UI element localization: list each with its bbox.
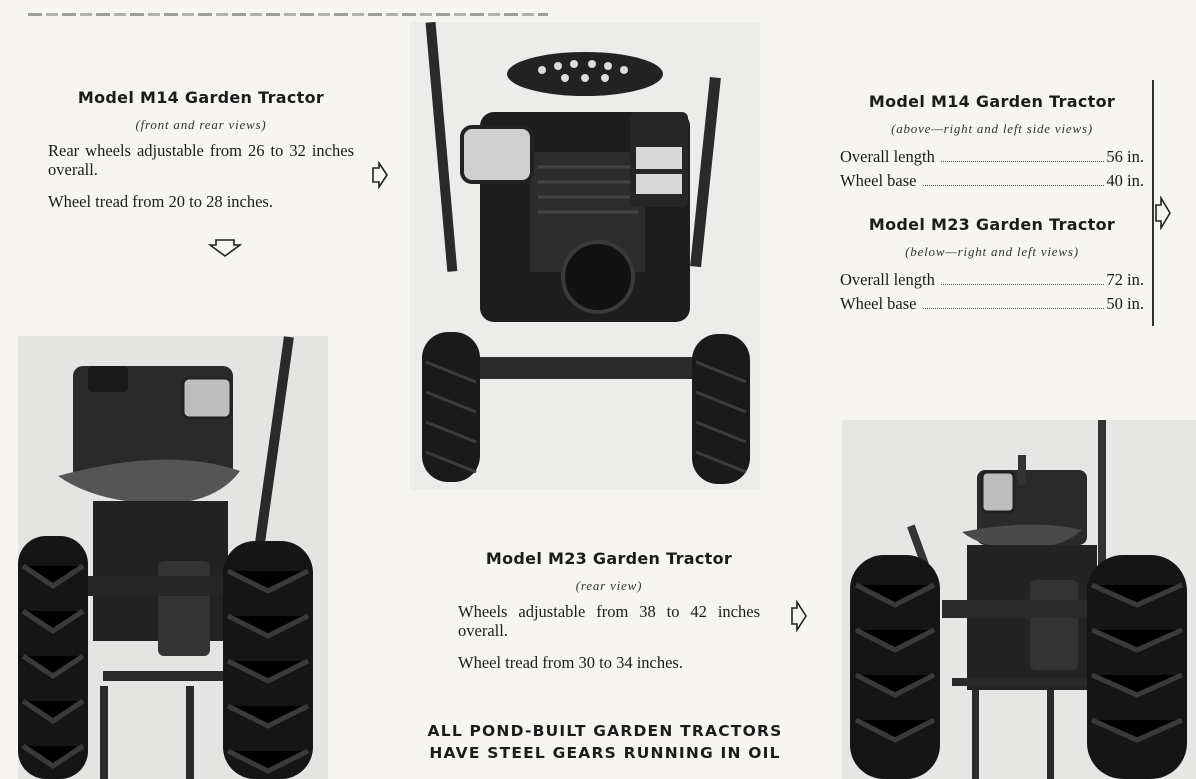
spec-label: Wheel base [840, 294, 917, 313]
leader-dots [923, 184, 1105, 186]
arrow-right-icon [371, 161, 389, 189]
photo-m23-rear-view [842, 420, 1196, 779]
spec-label: Overall length [840, 147, 935, 166]
slogan-line: ALL POND-BUILT GARDEN TRACTORS [427, 722, 783, 740]
spec-row [840, 169, 1144, 193]
caption-subtitle: (above—right and left side views) [891, 121, 1093, 136]
top-edge-marks [28, 13, 548, 16]
spec-label: Wheel base [840, 171, 917, 190]
caption-subtitle: (rear view) [575, 578, 643, 593]
m14-side-caption [840, 92, 1144, 316]
caption-subtitle: (below—right and left views) [905, 244, 1079, 259]
spec-label: Overall length [840, 270, 935, 289]
leader-dots [923, 307, 1105, 309]
slogan-line: HAVE STEEL GEARS RUNNING IN OIL [429, 744, 781, 762]
spec-value: 56 in. [1106, 147, 1144, 166]
caption-paragraph: Wheels adjustable from 38 to 42 inches overall. [458, 602, 760, 640]
spec-value: 72 in. [1106, 270, 1144, 289]
leader-dots [941, 283, 1105, 285]
arrow-down-icon [208, 238, 242, 258]
spec-row [840, 268, 1144, 292]
leader-dots [941, 160, 1105, 162]
spec-value: 50 in. [1106, 294, 1144, 313]
slogan [400, 720, 810, 764]
photo-m14-front-view [410, 22, 760, 490]
spec-row [840, 145, 1144, 169]
m14-front-caption [48, 88, 354, 224]
spec-value: 40 in. [1106, 171, 1144, 190]
m23-rear-caption [458, 549, 760, 685]
caption-paragraph: Rear wheels adjustable from 26 to 32 inches overall. [48, 141, 354, 179]
caption-title: Model M14 Garden Tractor [868, 92, 1116, 111]
arrow-right-icon [1154, 196, 1172, 230]
caption-paragraph: Wheel tread from 30 to 34 inches. [458, 653, 683, 672]
caption-title: Model M23 Garden Tractor [868, 215, 1116, 234]
caption-subtitle: (front and rear views) [135, 117, 267, 132]
caption-title: Model M14 Garden Tractor [77, 88, 325, 107]
margin-rule [1152, 80, 1154, 326]
arrow-right-icon [790, 600, 808, 632]
spec-row [840, 292, 1144, 316]
caption-title: Model M23 Garden Tractor [485, 549, 733, 568]
caption-paragraph: Wheel tread from 20 to 28 inches. [48, 192, 273, 211]
photo-m14-rear-view [18, 336, 328, 779]
